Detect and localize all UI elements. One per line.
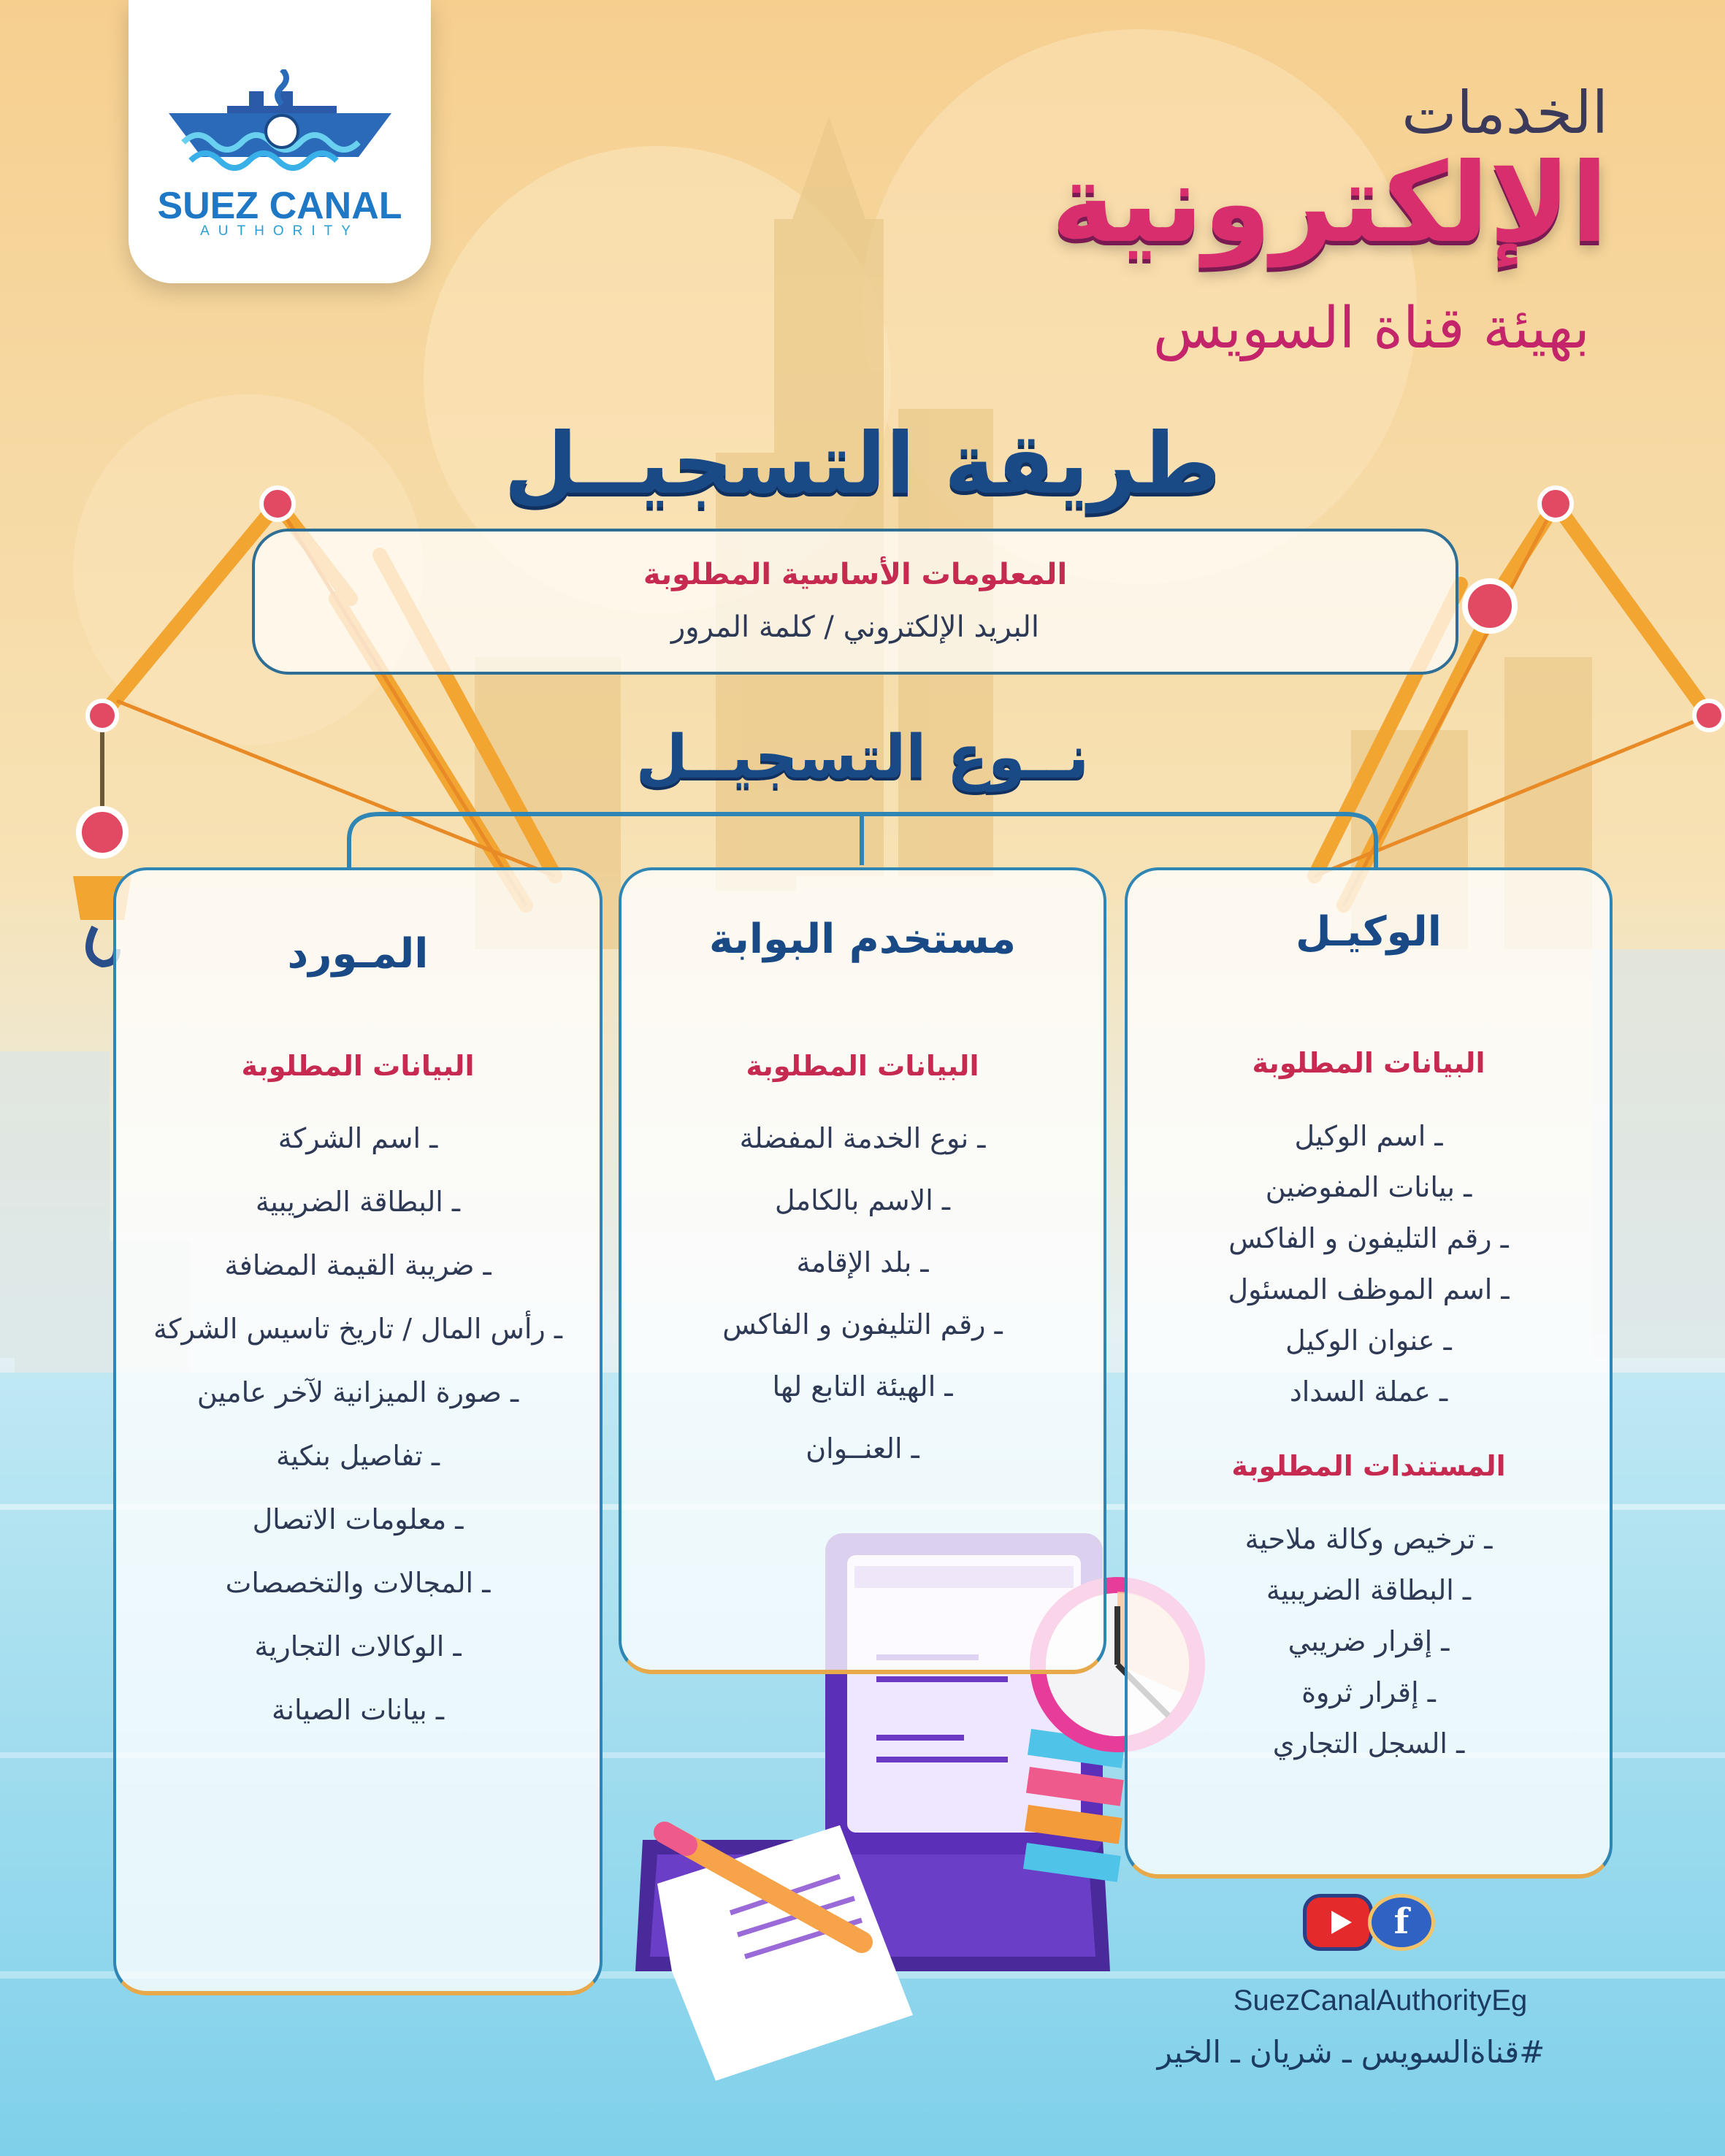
header-line-authority: بهيئة قناة السويس <box>1152 296 1590 361</box>
agent-column <box>1125 867 1613 1879</box>
hashtag: #قناةالسويس ـ شريان ـ الخير <box>1157 2034 1545 2070</box>
portal-user-data-item: ـ رقم التليفون و الفاكس <box>621 1308 1104 1340</box>
basic-info-box <box>252 529 1458 675</box>
agent-doc-item: ـ السجل التجاري <box>1128 1727 1610 1760</box>
supplier-data-item: ـ تفاصيل بنكية <box>116 1440 600 1472</box>
registration-type-title: نــوع التسجيــل <box>635 723 1090 792</box>
supplier-data-item: ـ الوكالات التجارية <box>116 1630 600 1662</box>
supplier-data-item: ـ معلومات الاتصال <box>116 1503 600 1535</box>
logo-card <box>129 0 431 283</box>
supplier-data-item: ـ اسم الشركة <box>116 1122 600 1154</box>
portal-user-column <box>619 867 1106 1674</box>
agent-title: الوكيـل <box>1296 908 1442 956</box>
agent-data-item: ـ عنوان الوكيل <box>1128 1324 1610 1357</box>
portal-user-data-item: ـ الهيئة التابع لها <box>621 1370 1104 1403</box>
portal-user-required-data-label: البيانات المطلوبة <box>746 1050 979 1082</box>
header-line-electronic: الإلكترونية <box>1051 140 1608 267</box>
agent-data-item: ـ بيانات المفوضين <box>1128 1171 1610 1203</box>
supplier-data-item: ـ رأس المال / تاريخ تاسيس الشركة <box>116 1313 600 1345</box>
logo-name: SUEZ CANAL <box>157 185 402 227</box>
supplier-data-item: ـ بيانات الصيانة <box>116 1694 600 1726</box>
basic-info-label: المعلومات الأساسية المطلوبة <box>643 558 1068 591</box>
facebook-icon[interactable]: f <box>1368 1894 1435 1951</box>
header-line-services: الخدمات <box>1401 79 1608 147</box>
agent-doc-item: ـ ترخيص وكالة ملاحية <box>1128 1523 1610 1555</box>
logo-subtitle: AUTHORITY <box>200 223 359 239</box>
social-handle[interactable]: SuezCanalAuthorityEg <box>1233 1984 1528 2017</box>
ship-logo-icon <box>169 69 391 179</box>
supplier-data-item: ـ البطاقة الضريبية <box>116 1186 600 1218</box>
agent-doc-item: ـ إقرار ثروة <box>1128 1676 1610 1708</box>
supplier-column <box>113 867 603 1995</box>
supplier-data-item: ـ ضريبة القيمة المضافة <box>116 1249 600 1281</box>
agent-data-item: ـ عملة السداد <box>1128 1376 1610 1408</box>
supplier-title: المـورد <box>287 930 429 978</box>
portal-user-data-item: ـ الاسم بالكامل <box>621 1184 1104 1216</box>
agent-required-docs-label: المستندات المطلوبة <box>1231 1450 1506 1482</box>
agent-data-item: ـ اسم الوكيل <box>1128 1120 1610 1152</box>
agent-doc-item: ـ البطاقة الضريبية <box>1128 1574 1610 1606</box>
supplier-required-data-label: البيانات المطلوبة <box>241 1050 475 1082</box>
agent-required-data-label: البيانات المطلوبة <box>1252 1047 1485 1079</box>
basic-info-value: البريد الإلكتروني / كلمة المرور <box>670 610 1040 644</box>
portal-user-data-item: ـ نوع الخدمة المفضلة <box>621 1122 1104 1154</box>
registration-method-title: طريقة التسجيــل <box>504 415 1221 513</box>
supplier-data-item: ـ صورة الميزانية لآخر عامين <box>116 1376 600 1408</box>
portal-user-data-item: ـ العنــوان <box>621 1432 1104 1465</box>
supplier-data-item: ـ المجالات والتخصصات <box>116 1567 600 1599</box>
youtube-icon[interactable] <box>1303 1894 1373 1951</box>
agent-data-item: ـ اسم الموظف المسئول <box>1128 1273 1610 1305</box>
portal-user-data-item: ـ بلد الإقامة <box>621 1246 1104 1278</box>
portal-user-title: مستخدم البوابة <box>708 916 1017 963</box>
agent-data-item: ـ رقم التليفون و الفاكس <box>1128 1222 1610 1254</box>
agent-doc-item: ـ إقرار ضريبي <box>1128 1625 1610 1657</box>
